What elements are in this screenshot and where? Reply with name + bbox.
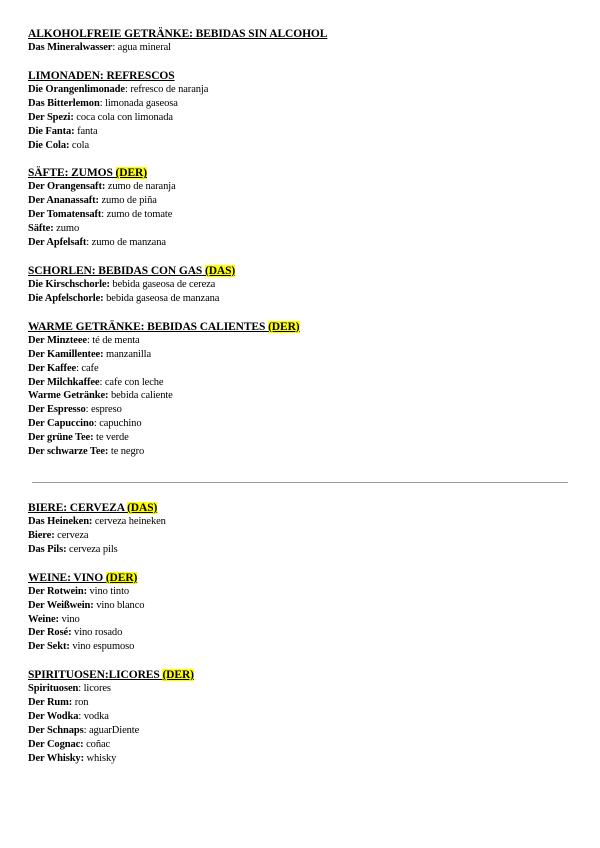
section-heading-text: ALKOHOLFREIE GETRÄNKE: BEBIDAS SIN ALCOHOL	[28, 28, 328, 40]
vocabulary-entry	[28, 97, 573, 111]
spanish-translation: ron	[74, 697, 89, 709]
vocabulary-entry	[28, 376, 573, 390]
german-term: Der Whisky:	[28, 752, 84, 764]
vocabulary-entry	[28, 362, 573, 376]
german-term: Der Orangensaft:	[28, 181, 106, 193]
spanish-translation: cafe	[81, 362, 99, 374]
section-spacer	[28, 55, 573, 69]
german-term: Das Bitterlemon	[28, 97, 100, 109]
german-term: Der schwarze Tee:	[28, 446, 109, 458]
spanish-translation: vino blanco	[96, 599, 145, 611]
spanish-translation: cola	[71, 139, 90, 151]
spanish-translation: bebida caliente	[110, 390, 173, 402]
spanish-translation: zumo de manzana	[91, 237, 166, 249]
spanish-translation: zumo	[56, 223, 80, 235]
vocabulary-entry	[28, 682, 573, 696]
spanish-translation: whisky	[86, 752, 117, 764]
german-term: Der Kamillentee:	[28, 348, 104, 360]
vocabulary-entry	[28, 111, 573, 125]
vocabulary-section	[28, 320, 573, 459]
vocabulary-entry	[28, 180, 573, 194]
vocabulary-entry	[28, 752, 573, 766]
section-heading-text: SPIRITUOSEN:LICORES	[28, 669, 163, 682]
german-term: Die Cola:	[28, 139, 70, 151]
german-term: Der Cognac:	[28, 738, 84, 750]
vocabulary-entry	[28, 515, 573, 529]
german-term: Das Pils:	[28, 543, 67, 555]
vocabulary-entry	[28, 445, 573, 459]
vocabulary-entry	[28, 529, 573, 543]
term-separator: :	[78, 711, 84, 723]
german-term: Der Rum:	[28, 697, 73, 709]
spanish-translation: cafe con leche	[104, 376, 164, 388]
article-highlight-tag: (DAS)	[204, 264, 236, 277]
vocabulary-entry	[28, 208, 573, 222]
spanish-translation: manzanilla	[106, 348, 152, 360]
vocabulary-entry	[28, 389, 573, 403]
spanish-translation: licores	[83, 683, 111, 695]
vocabulary-section	[28, 501, 573, 557]
german-term: Warme Getränke:	[28, 390, 109, 402]
term-separator: :	[83, 724, 89, 736]
section-heading	[28, 668, 573, 682]
german-term: Säfte:	[28, 223, 54, 235]
article-highlight-tag: (DAS)	[127, 502, 158, 514]
german-term: Der Rotwein:	[28, 585, 87, 597]
spanish-translation: coñac	[86, 738, 111, 750]
section-heading-text: WARME GETRÄNKE: BEBIDAS CALIENTES	[28, 320, 269, 333]
section-heading-text: SÄFTE: ZUMOS	[28, 167, 116, 180]
section-heading	[28, 27, 573, 41]
german-term: Die Kirschschorle:	[28, 278, 110, 290]
vocabulary-section	[28, 571, 573, 655]
section-spacer	[28, 557, 573, 571]
german-term: Der Milchkaffee	[28, 376, 100, 388]
german-term: Der grüne Tee:	[28, 432, 94, 444]
vocabulary-entry	[28, 83, 573, 97]
document-part-1	[28, 27, 573, 459]
section-heading	[28, 166, 573, 180]
german-term: Der Wodka	[28, 711, 79, 723]
spanish-translation: capuchino	[99, 418, 142, 430]
german-term: Der Minzteee	[28, 334, 87, 346]
german-term: Die Orangenlimonade	[28, 83, 125, 95]
spanish-translation: refresco de naranja	[130, 83, 209, 95]
term-separator: :	[99, 97, 106, 109]
spanish-translation: cerveza heineken	[94, 516, 166, 527]
vocabulary-entry	[28, 278, 573, 292]
vocabulary-entry	[28, 348, 573, 362]
spanish-translation: vino	[61, 613, 80, 625]
german-term: Spirituosen	[28, 683, 79, 695]
horizontal-divider	[32, 482, 568, 483]
term-separator: :	[85, 404, 91, 416]
vocabulary-entry	[28, 710, 573, 724]
section-heading	[28, 69, 573, 83]
vocabulary-entry	[28, 417, 573, 431]
vocabulary-section	[28, 27, 573, 55]
section-spacer	[28, 654, 573, 668]
german-term: Weine:	[28, 613, 59, 625]
german-term: Der Apfelsaft	[28, 237, 87, 249]
vocabulary-entry	[28, 125, 573, 139]
spanish-translation: limonada gaseosa	[105, 97, 178, 109]
vocabulary-entry	[28, 696, 573, 710]
german-term: Der Ananassaft:	[28, 195, 99, 207]
german-term: Der Schnaps	[28, 724, 84, 736]
spanish-translation: espreso	[90, 404, 122, 416]
term-separator: :	[101, 209, 107, 221]
vocabulary-section	[28, 668, 573, 765]
spanish-translation: vino tinto	[89, 585, 130, 597]
vocabulary-entry	[28, 194, 573, 208]
term-separator: :	[86, 334, 93, 346]
german-term: Der Spezi:	[28, 111, 74, 123]
vocabulary-section	[28, 264, 573, 306]
section-spacer	[28, 152, 573, 166]
spanish-translation: bebida gaseosa de cereza	[112, 278, 216, 290]
section-heading	[28, 501, 573, 515]
german-term: Biere:	[28, 529, 55, 541]
german-term: Der Weißwein:	[28, 599, 94, 611]
german-term: Der Kaffee	[28, 362, 77, 374]
german-term: Der Tomatensaft	[28, 209, 102, 221]
german-term: Das Heineken:	[28, 516, 93, 527]
term-separator: :	[93, 418, 100, 430]
vocabulary-entry	[28, 626, 573, 640]
spanish-translation: zumo de tomate	[106, 209, 173, 221]
section-heading-text: SCHORLEN: BEBIDAS CON GAS	[28, 264, 205, 277]
spanish-translation: coca cola con limonada	[76, 111, 173, 123]
vocabulary-entry	[28, 640, 573, 654]
section-heading-text: WEINE: VINO	[28, 571, 106, 584]
german-term: Der Espresso	[28, 404, 86, 416]
spanish-translation: aguarDiente	[88, 724, 140, 736]
german-term: Die Fanta:	[28, 125, 75, 137]
document-part-2	[28, 501, 573, 766]
vocabulary-entry	[28, 334, 573, 348]
german-term: Der Rosé:	[28, 627, 72, 639]
german-term: Die Apfelschorle:	[28, 292, 104, 304]
vocabulary-entry	[28, 41, 573, 55]
vocabulary-entry	[28, 403, 573, 417]
spanish-translation: te negro	[110, 446, 145, 458]
spanish-translation: zumo de piña	[101, 195, 157, 207]
vocabulary-entry	[28, 724, 573, 738]
spanish-translation: cerveza pils	[69, 543, 118, 555]
vocabulary-entry	[28, 599, 573, 613]
vocabulary-entry	[28, 613, 573, 627]
vocabulary-entry	[28, 292, 573, 306]
article-highlight-tag: (DER)	[162, 669, 194, 682]
section-heading	[28, 320, 573, 334]
german-term: Der Capuccino	[28, 418, 94, 430]
vocabulary-section	[28, 69, 573, 153]
spanish-translation: bebida gaseosa de manzana	[106, 292, 220, 304]
section-heading	[28, 571, 573, 585]
spanish-translation: agua mineral	[117, 42, 171, 53]
term-separator: :	[124, 83, 131, 95]
spanish-translation: fanta	[77, 125, 98, 137]
spanish-translation: té de menta	[92, 334, 140, 346]
article-highlight-tag: (DER)	[115, 167, 147, 180]
section-spacer	[28, 250, 573, 264]
spanish-translation: vino espumoso	[72, 641, 135, 653]
vocabulary-entry	[28, 139, 573, 153]
term-separator: :	[76, 362, 82, 374]
term-separator: :	[78, 683, 84, 695]
article-highlight-tag: (DER)	[105, 571, 138, 584]
spanish-translation: vodka	[83, 711, 109, 723]
section-heading	[28, 264, 573, 278]
term-separator: :	[86, 237, 92, 249]
spanish-translation: cerveza	[57, 529, 89, 541]
spanish-translation: zumo de naranja	[107, 181, 176, 193]
term-separator: :	[99, 376, 105, 388]
vocabulary-entry	[28, 738, 573, 752]
vocabulary-entry	[28, 585, 573, 599]
german-term: Der Sekt:	[28, 641, 70, 653]
term-separator: :	[112, 42, 118, 53]
spanish-translation: te verde	[96, 432, 129, 444]
german-term: Das Mineralwasser	[28, 42, 113, 53]
article-highlight-tag: (DER)	[268, 320, 300, 333]
vocabulary-entry	[28, 543, 573, 557]
section-heading-text: LIMONADEN: REFRESCOS	[28, 69, 175, 82]
vocabulary-entry	[28, 236, 573, 250]
vocabulary-section	[28, 166, 573, 250]
spanish-translation: vino rosado	[74, 627, 123, 639]
vocabulary-entry	[28, 431, 573, 445]
section-spacer	[28, 306, 573, 320]
vocabulary-entry	[28, 222, 573, 236]
section-heading-text: BIERE: CERVEZA	[28, 502, 128, 514]
